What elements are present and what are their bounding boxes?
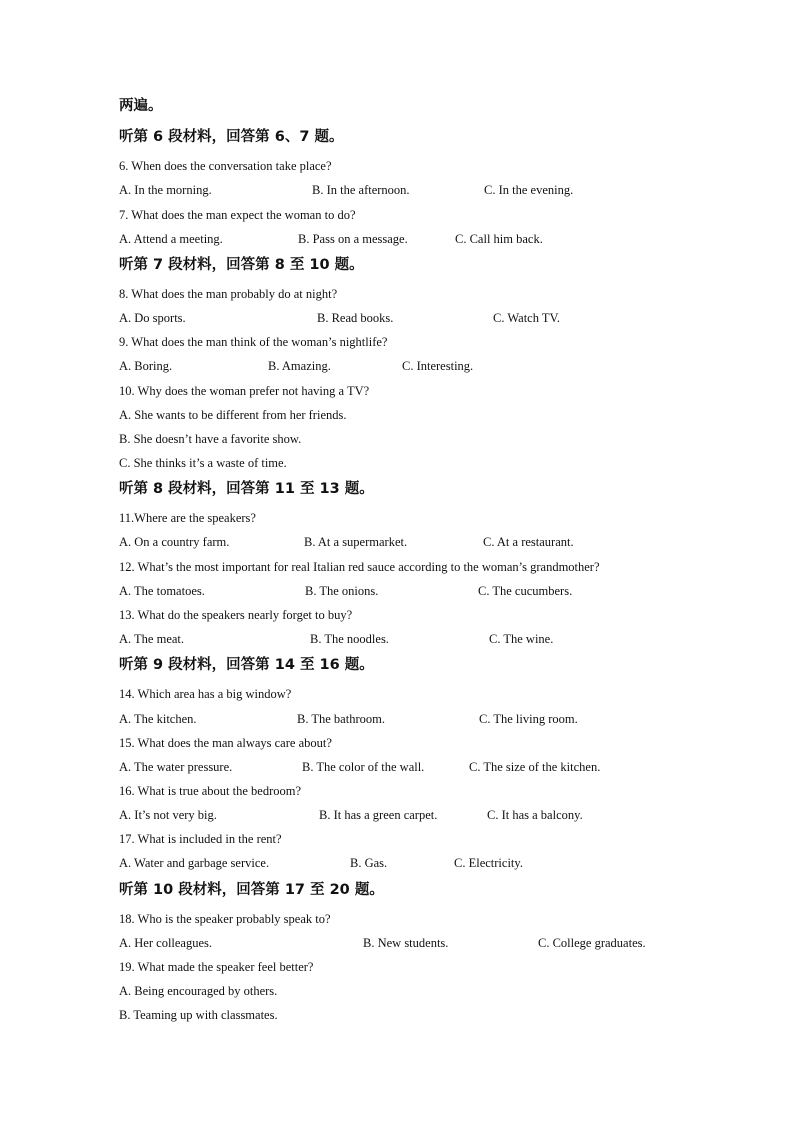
option-a: A. The meat. (119, 632, 185, 646)
section-heading: 听第 8 段材料，回答第 11 至 13 题。 (119, 481, 374, 497)
option-b: B. Gas. (350, 856, 388, 870)
option-c: C. In the evening. (484, 183, 574, 197)
option-c: C. At a restaurant. (483, 535, 574, 549)
option-b: B. The bathroom. (297, 712, 385, 726)
option-c: C. The wine. (489, 632, 554, 646)
question-text: 8. What does the man probably do at night? (119, 287, 338, 301)
question-text: 10. Why does the woman prefer not having a TV? (119, 384, 370, 398)
option-c: C. Electricity. (454, 856, 523, 870)
section-heading: 听第 7 段材料，回答第 8 至 10 题。 (119, 257, 364, 273)
option-a: A. Boring. (119, 359, 173, 373)
option-b: B. Teaming up with classmates. (119, 1008, 278, 1022)
option-c: C. The size of the kitchen. (469, 760, 601, 774)
option-a: A. On a country farm. (119, 535, 230, 549)
option-b: B. Pass on a message. (298, 232, 408, 246)
option-b: B. The onions. (305, 584, 379, 598)
option-a: A. Being encouraged by others. (119, 984, 278, 998)
option-b: B. At a supermarket. (304, 535, 408, 549)
intro-tail-text: 两遍。 (119, 98, 163, 114)
question-text: 6. When does the conversation take place? (119, 159, 332, 173)
section-heading: 听第 6 段材料，回答第 6、7 题。 (119, 129, 344, 145)
question-text: 16. What is true about the bedroom? (119, 784, 302, 798)
option-b: B. The color of the wall. (302, 760, 425, 774)
option-c: C. It has a balcony. (487, 808, 583, 822)
option-a: A. The kitchen. (119, 712, 197, 726)
question-text: 9. What does the man think of the woman’s nightlife? (119, 335, 388, 349)
option-b: B. It has a green carpet. (319, 808, 438, 822)
option-b: B. The noodles. (310, 632, 389, 646)
option-c: C. She thinks it’s a waste of time. (119, 456, 287, 470)
option-c: C. The living room. (479, 712, 578, 726)
option-b: B. New students. (363, 936, 449, 950)
question-text: 18. Who is the speaker probably speak to? (119, 912, 331, 926)
question-text: 11.Where are the speakers? (119, 511, 256, 525)
question-text: 7. What does the man expect the woman to do? (119, 208, 356, 222)
option-c: C. College graduates. (538, 936, 646, 950)
option-a: A. It’s not very big. (119, 808, 217, 822)
option-a: A. Her colleagues. (119, 936, 213, 950)
option-a: A. In the morning. (119, 183, 212, 197)
option-a: A. Do sports. (119, 311, 186, 325)
option-a: A. She wants to be different from her friends. (119, 408, 347, 422)
option-c: C. Call him back. (455, 232, 543, 246)
option-b: B. In the afternoon. (312, 183, 410, 197)
question-text: 12. What’s the most important for real Italian red sauce according to the woman’s grandmother? (119, 560, 600, 574)
section-heading: 听第 10 段材料，回答第 17 至 20 题。 (119, 882, 384, 898)
option-b: B. Read books. (317, 311, 394, 325)
option-a: A. Water and garbage service. (119, 856, 270, 870)
option-a: A. The water pressure. (119, 760, 233, 774)
question-text: 14. Which area has a big window? (119, 687, 292, 701)
option-c: C. Watch TV. (493, 311, 561, 325)
option-c: C. Interesting. (402, 359, 474, 373)
option-a: A. The tomatoes. (119, 584, 205, 598)
option-c: C. The cucumbers. (478, 584, 573, 598)
question-text: 15. What does the man always care about? (119, 736, 332, 750)
question-text: 17. What is included in the rent? (119, 832, 282, 846)
option-b: B. Amazing. (268, 359, 331, 373)
option-a: A. Attend a meeting. (119, 232, 223, 246)
section-heading: 听第 9 段材料，回答第 14 至 16 题。 (119, 657, 374, 673)
option-b: B. She doesn’t have a favorite show. (119, 432, 302, 446)
question-text: 13. What do the speakers nearly forget to buy? (119, 608, 353, 622)
question-text: 19. What made the speaker feel better? (119, 960, 314, 974)
